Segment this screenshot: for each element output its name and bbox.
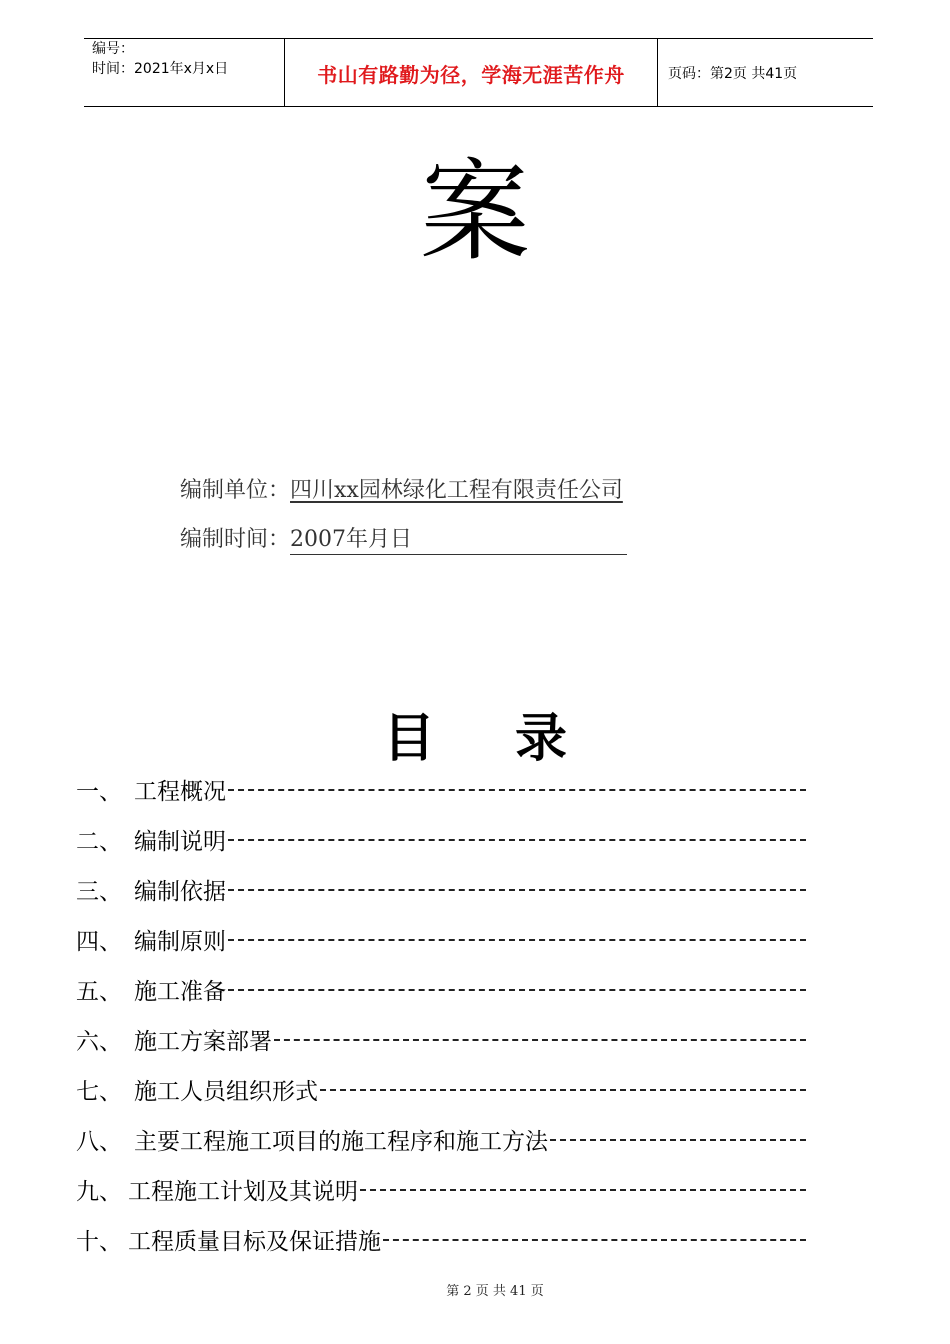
toc-leader bbox=[274, 1039, 806, 1041]
toc-item bbox=[76, 1114, 806, 1164]
toc-item-number: 十、 bbox=[76, 1228, 122, 1255]
compile-unit-label: 编制单位： bbox=[180, 478, 291, 503]
toc-item-text: 工程质量目标及保证措施 bbox=[128, 1228, 381, 1255]
toc-leader bbox=[228, 789, 806, 791]
header-motto-cell bbox=[285, 39, 658, 106]
header-number: 编号： bbox=[92, 41, 134, 57]
toc-item-number: 二、 bbox=[76, 828, 122, 855]
toc-leader bbox=[228, 839, 806, 841]
page-header bbox=[84, 38, 873, 107]
toc-item-number: 七、 bbox=[76, 1078, 122, 1105]
toc-item bbox=[76, 1214, 806, 1264]
toc-item bbox=[76, 1164, 806, 1214]
toc-item-text: 工程概况 bbox=[134, 778, 226, 805]
toc-item-text: 施工准备 bbox=[134, 978, 226, 1005]
toc-item-text: 施工人员组织形式 bbox=[134, 1078, 318, 1105]
toc-title-text: 目录 bbox=[382, 709, 647, 769]
toc-item-number: 五、 bbox=[76, 978, 122, 1005]
header-time: 时间：2021年x月x日 bbox=[92, 61, 229, 77]
toc-item bbox=[76, 914, 806, 964]
toc-leader bbox=[228, 939, 806, 941]
compile-unit bbox=[180, 473, 623, 504]
page-footer: 第 2 页 共 41 页 bbox=[446, 1284, 544, 1299]
header-motto: 书山有路勤为径，学海无涯苦作舟 bbox=[317, 63, 625, 87]
toc-leader bbox=[550, 1139, 806, 1141]
toc-item-number: 四、 bbox=[76, 928, 122, 955]
toc-title bbox=[0, 696, 950, 771]
compile-unit-value: 四川xx园林绿化工程有限责任公司 bbox=[290, 478, 623, 503]
toc-item bbox=[76, 864, 806, 914]
toc-item-text: 主要工程施工项目的施工程序和施工方法 bbox=[134, 1128, 548, 1155]
toc-item-number: 三、 bbox=[76, 878, 122, 905]
toc-leader bbox=[360, 1189, 806, 1191]
compile-time bbox=[180, 522, 627, 555]
toc-item-text: 工程施工计划及其说明 bbox=[128, 1178, 358, 1205]
toc-leader bbox=[228, 889, 806, 891]
toc-item bbox=[76, 1064, 806, 1114]
header-page-cell bbox=[658, 39, 873, 106]
toc-item-number: 一、 bbox=[76, 778, 122, 805]
toc-leader bbox=[228, 989, 806, 991]
header-meta-cell bbox=[84, 39, 285, 106]
header-page-info: 页码：第2页 共41页 bbox=[668, 66, 798, 82]
toc-leader bbox=[383, 1239, 806, 1241]
toc-leader bbox=[320, 1089, 806, 1091]
title-character: 案 bbox=[420, 148, 530, 276]
toc-item-text: 编制原则 bbox=[134, 928, 226, 955]
compile-time-value: 2007年月日 bbox=[290, 526, 627, 555]
toc-item-number: 九、 bbox=[76, 1178, 122, 1205]
toc-item bbox=[76, 764, 806, 814]
toc-item bbox=[76, 814, 806, 864]
compile-time-label: 编制时间： bbox=[180, 527, 291, 552]
toc-item-text: 施工方案部署 bbox=[134, 1028, 272, 1055]
toc-item-text: 编制说明 bbox=[134, 828, 226, 855]
toc-item-number: 六、 bbox=[76, 1028, 122, 1055]
toc-item bbox=[76, 1014, 806, 1064]
toc-item bbox=[76, 964, 806, 1014]
toc-list bbox=[76, 764, 806, 1264]
toc-item-text: 编制依据 bbox=[134, 878, 226, 905]
toc-item-number: 八、 bbox=[76, 1128, 122, 1155]
